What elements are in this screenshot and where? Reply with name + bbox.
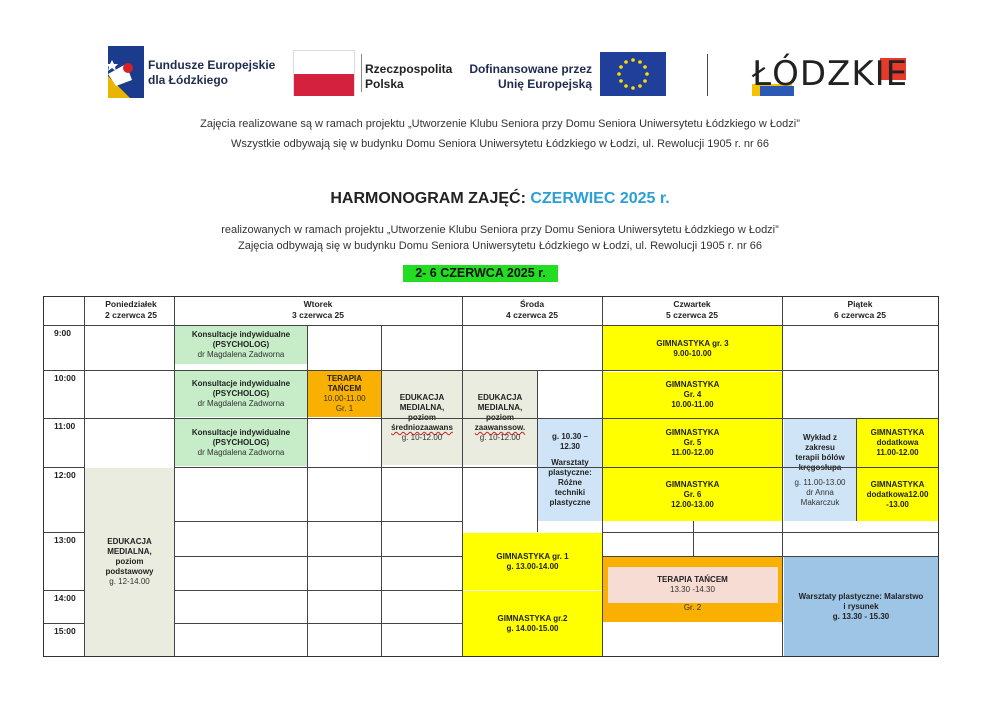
- subtitle-line2: Zajęcia odbywają się w budynku Domu Seniora Uniwersytetu Łódzkiego w Łodzi, ul. Rewolucji 1905 r. nr 66: [238, 240, 762, 252]
- eu-line2: Unię Europejską: [497, 77, 592, 91]
- poland-divider: [361, 54, 362, 92]
- poland-logo: [293, 50, 463, 98]
- event-gym-thu-5: GIMNASTYKA Gr. 5 11.00-12.00: [603, 419, 782, 467]
- event-gym-thu-3: GIMNASTYKA gr. 3 9.00-10.00: [603, 326, 782, 371]
- fe-logo: [108, 46, 278, 98]
- dance-therapy-thu-label: TERAPIA TAŃCEM 13.30 -14.30: [608, 567, 778, 603]
- header-monday: Poniedziałek 2 czerwca 25: [105, 299, 157, 320]
- event-lecture-fri: Wykład z zakresu terapii bólów kręgosłupa g. 11.00-13.00 dr Anna Makarczuk: [784, 419, 856, 521]
- title-highlight: CZERWIEC 2025 r.: [530, 190, 670, 207]
- event-art-workshop-wed: g. 10.30 – 12.30 Warsztaty plastyczne: Różne techniki plastyczne: [538, 419, 602, 521]
- time-11: 11:00: [54, 421, 76, 431]
- event-gym-wed-1: GIMNASTYKA gr. 1 g. 13.00-14.00: [463, 533, 602, 590]
- time-9: 9:00: [54, 328, 72, 338]
- event-gym-wed-2: GIMNASTYKA gr.2 g. 14.00-15.00: [463, 591, 602, 656]
- fe-line2: dla Łódzkiego: [148, 73, 229, 87]
- time-12: 12:00: [54, 470, 76, 480]
- event-dance-therapy-thu: TERAPIA TAŃCEM 13.30 -14.30 Gr. 2: [603, 557, 782, 622]
- poland-flag-icon: [293, 50, 355, 96]
- event-psych-tue-9: Konsultacje indywidualne (PSYCHOLOG) dr Magdalena Zadworna: [175, 326, 307, 364]
- header-wednesday: Środa 4 czerwca 25: [506, 299, 558, 320]
- week-badge: 2- 6 CZERWCA 2025 r.: [403, 265, 558, 282]
- pl-line1: Rzeczpospolita: [365, 62, 453, 76]
- eu-logo: [469, 52, 666, 98]
- pl-line2: Polska: [365, 77, 404, 91]
- eu-line1: Dofinansowane przez: [469, 62, 592, 76]
- intro-line1: Zajęcia realizowane są w ramach projektu „Utworzenie Klubu Seniora przy Domu Seniora Uniwersytetu Łódzkiego w Łodzi”: [200, 118, 800, 130]
- header-thursday: Czwartek 5 czerwca 25: [666, 299, 718, 320]
- event-psych-tue-11: Konsultacje indywidualne (PSYCHOLOG) dr Magdalena Zadworna: [175, 419, 307, 466]
- event-media-edu-mon: EDUKACJA MEDIALNA, poziom podstawowy g. 12-14.00: [85, 468, 174, 656]
- intro-line2: Wszystkie odbywają się w budynku Domu Seniora Uniwersytetu Łódzkiego w Łodzi, ul. Rewolucji 1905 r. nr 66: [230, 138, 770, 150]
- fe-line1: Fundusze Europejskie: [148, 58, 276, 72]
- logo-divider: [707, 54, 708, 96]
- schedule-table: [43, 296, 939, 657]
- title-prefix: HARMONOGRAM ZAJĘĆ:: [330, 190, 531, 207]
- event-gym-thu-4: GIMNASTYKA Gr. 4 10.00-11.00: [603, 372, 782, 418]
- event-psych-tue-10: Konsultacje indywidualne (PSYCHOLOG) dr Magdalena Zadworna: [175, 371, 307, 417]
- event-art-workshop-fri: Warsztaty plastyczne: Malarstwo i rysunek g. 13.30 - 15.30: [784, 557, 938, 656]
- event-media-edu-wed: EDUKACJA MEDIALNA, poziom zaawanssow. g. 10-12.00: [463, 371, 537, 465]
- time-14: 14:00: [54, 593, 76, 603]
- lodzkie-text: ŁÓDZKIE: [752, 54, 909, 94]
- event-gym-fri-extra-2: GIMNASTYKA dodatkowa12.00 -13.00: [857, 468, 938, 521]
- event-dance-therapy-tue: TERAPIA TAŃCEM 10.00-11.00 Gr. 1: [308, 371, 381, 417]
- lodzkie-logo: [752, 54, 912, 100]
- event-media-edu-tue: EDUKACJA MEDIALNA, poziom średniozaawans g. 10-12.00: [382, 371, 462, 465]
- event-gym-fri-extra-1: GIMNASTYKA dodatkowa 11.00-12.00: [857, 419, 938, 467]
- page-title: [0, 190, 1000, 208]
- eu-flag-icon: [600, 52, 666, 96]
- event-gym-thu-6: GIMNASTYKA Gr. 6 12.00-13.00: [603, 468, 782, 521]
- time-10: 10:00: [54, 373, 76, 383]
- time-15: 15:00: [54, 626, 76, 636]
- header-tuesday: Wtorek 3 czerwca 25: [292, 299, 344, 320]
- subtitle-line1: realizowanych w ramach projektu „Utworzenie Klubu Seniora przy Domu Seniora Uniwersytetu Łódzkiego w Łodzi”: [221, 224, 779, 236]
- fe-flag-icon: [108, 46, 144, 98]
- time-13: 13:00: [54, 535, 76, 545]
- header-friday: Piątek 6 czerwca 25: [834, 299, 886, 320]
